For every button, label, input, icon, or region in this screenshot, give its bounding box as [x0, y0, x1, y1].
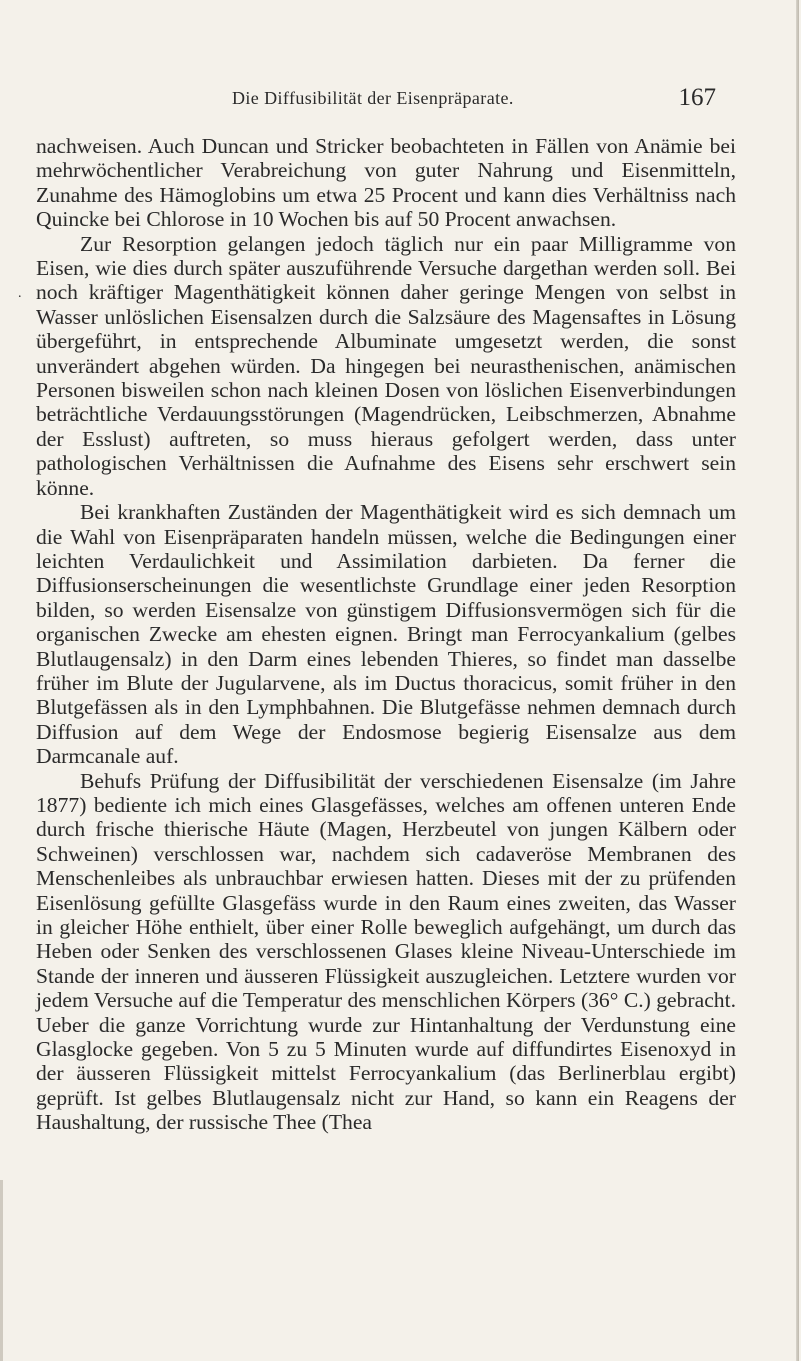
page-edge-right: [796, 0, 799, 1361]
paragraph: Bei krankhaften Zuständen der Magenthätigkeit wird es sich demnach um die Wahl von Eisenpräparaten handeln müssen, welche die Bedingungen einer leichten Verdaulichkeit und Assimilation darbieten. Da ferner die Diffusionserscheinungen die wesentlichste Grundlage einer jeden Resorption bilden, so werden Eisensalze von günstigem Diffusionsvermögen sich für die organischen Zwecke am ehesten eignen. Bringt man Ferrocyankalium (gelbes Blutlaugensalz) in den Darm eines lebenden Thieres, so findet man dasselbe früher im Blute der Jugularvene, als im Ductus thoracicus, somit früher in den Blutgefässen als in den Lymphbahnen. Die Blutgefässe nehmen demnach durch Diffusion auf dem Wege der Endosmose begierig Eisensalze aus dem Darmcanale auf.: [36, 500, 736, 769]
running-title: Die Diffusibilität der Eisenpräparate.: [232, 88, 514, 108]
paragraph: Zur Resorption gelangen jedoch täglich nur ein paar Milligramme von Eisen, wie dies durch später auszuführende Versuche dargethan werden soll. Bei noch kräftiger Magenthätigkeit können daher geringe Mengen von selbst in Wasser unlöslichen Eisensalzen durch die Salzsäure des Magensaftes in Lösung übergeführt, in entsprechende Albuminate umgesetzt werden, die sonst unverändert abgehen würden. Da hingegen bei neurasthenischen, anämischen Personen bisweilen schon nach kleinen Dosen von löslichen Eisenverbindungen beträchtliche Verdauungsstörungen (Magendrücken, Leibschmerzen, Abnahme der Esslust) auftreten, so muss hieraus gefolgert werden, dass unter pathologischen Verhältnissen die Aufnahme des Eisens sehr erschwert sein könne.: [36, 231, 736, 500]
paragraph: nachweisen. Auch Duncan und Stricker beobachteten in Fällen von Anämie bei mehrwöchentlicher Verabreichung von guter Nahrung und Eisenmitteln, Zunahme des Hämoglobins um etwa 25 Procent und kann dies Verhältniss nach Quincke bei Chlorose in 10 Wochen bis auf 50 Procent anwachsen.: [36, 134, 736, 232]
page-edge-left: [0, 1180, 3, 1361]
page-number: 167: [678, 84, 716, 111]
paragraph: Behufs Prüfung der Diffusibilität der verschiedenen Eisensalze (im Jahre 1877) bediente ich mich eines Glasgefässes, welches am offenen unteren Ende durch frische thierische Häute (Magen, Herzbeutel von jungen Kälbern oder Schweinen) verschlossen war, nachdem sich cadaveröse Membranen des Menschenleibes als unbrauchbar erwiesen hatten. Dieses mit der zu prüfenden Eisenlösung gefüllte Glasgefäss wurde in den Raum eines zweiten, das Wasser in gleicher Höhe enthielt, über einer Rolle beweglich aufgehängt, um durch das Heben oder Senken des verschlossenen Glases kleine Niveau-Unterschiede im Stande der inneren und äusseren Flüssigkeit auszugleichen. Letztere wurden vor jedem Versuche auf die Temperatur des menschlichen Körpers (36° C.) gebracht. Ueber die ganze Vorrichtung wurde zur Hintanhaltung der Verdunstung eine Glasglocke gegeben. Von 5 zu 5 Minuten wurde auf diffundirtes Eisenoxyd in der äusseren Flüssigkeit mittelst Ferrocyankalium (das Berlinerblau ergibt) geprüft. Ist gelbes Blutlaugensalz nicht zur Hand, so kann ein Reagens der Haushaltung, der russische Thee (Thea: [36, 768, 736, 1135]
body-text: [36, 134, 736, 1135]
page-header: [232, 84, 716, 116]
margin-mark: .: [18, 286, 22, 301]
